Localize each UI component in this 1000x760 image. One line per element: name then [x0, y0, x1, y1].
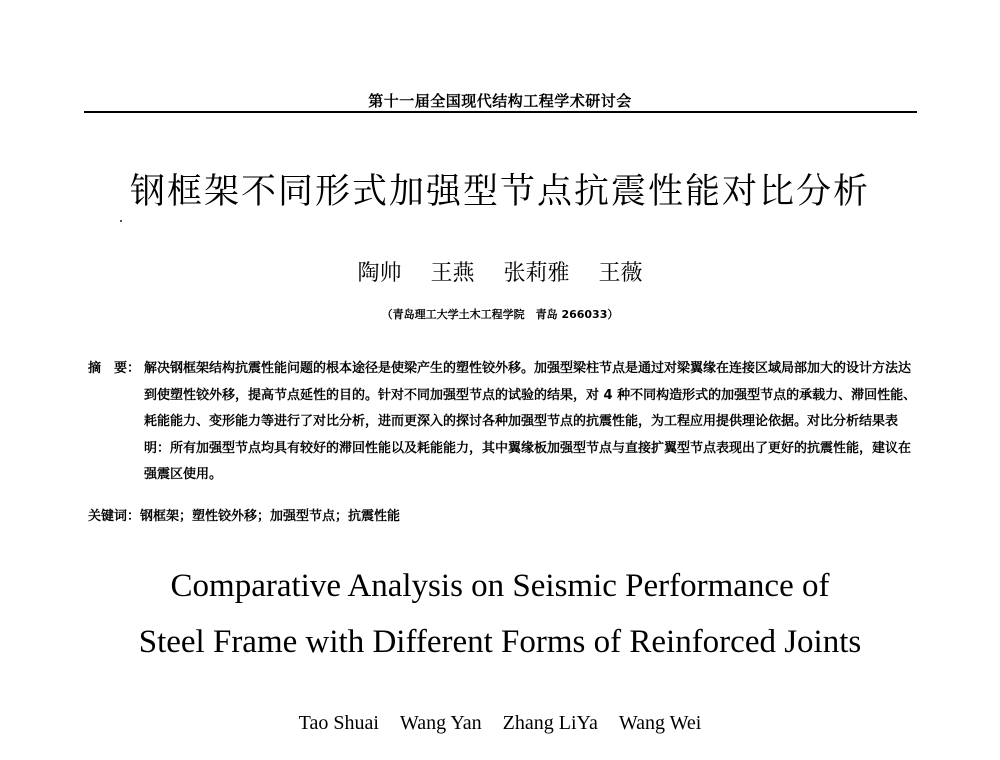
author-cn-2: 王燕 [430, 261, 475, 286]
english-authors [0, 712, 1000, 735]
author-cn-4: 王薇 [598, 261, 643, 286]
keywords-text: 钢框架；塑性铰外移；加强型节点；抗震性能 [140, 509, 401, 524]
keywords-label: 关键词： [88, 509, 141, 524]
author-cn-3: 张莉雅 [503, 261, 570, 286]
chinese-authors [0, 256, 1000, 287]
english-title-line-1: Comparative Analysis on Seismic Performance of [170, 568, 830, 604]
author-en-2: Wang Yan [399, 712, 482, 734]
chinese-title: 钢框架不同形式加强型节点抗震性能对比分析 [129, 172, 870, 212]
english-title [0, 558, 1000, 670]
author-en-4: Wang Wei [618, 712, 702, 734]
english-title-line-2: Steel Frame with Different Forms of Reinforced Joints [138, 624, 862, 660]
keywords-block [88, 505, 918, 524]
author-cn-1: 陶帅 [357, 261, 402, 286]
chinese-affiliation: （青岛理工大学土木工程学院 青岛 266033） [381, 308, 619, 321]
abstract-label: 摘 要： [88, 361, 141, 376]
abstract-block [88, 356, 918, 489]
author-en-1: Tao Shuai [298, 712, 379, 734]
running-header: 第十一届全国现代结构工程学术研讨会 [368, 92, 632, 110]
author-en-3: Zhang LiYa [502, 712, 598, 734]
scan-speck [120, 220, 122, 222]
header-rule [84, 111, 917, 113]
abstract-text: 解决钢框架结构抗震性能问题的根本途径是使梁产生的塑性铰外移。加强型梁柱节点是通过对梁翼缘在连接区域局部加大的设计方法达到使塑性铰外移，提高节点延性的目的。针对不同加强型节点的试验的结果，对 4 种不同构造形式的加强型节点的承载力、滞回性能、耗能能力、变形能力等进行了对比分析，进而更深入的探讨各种加强型节点的抗震性能，为工程应用提供理论依据。对比分析结果表明：所有加强型节点均具有较好的滞回性能以及耗能能力，其中翼缘板加强型节点与直接扩翼型节点表现出了更好的抗震性能，建议在强震区使用。 [144, 361, 917, 482]
